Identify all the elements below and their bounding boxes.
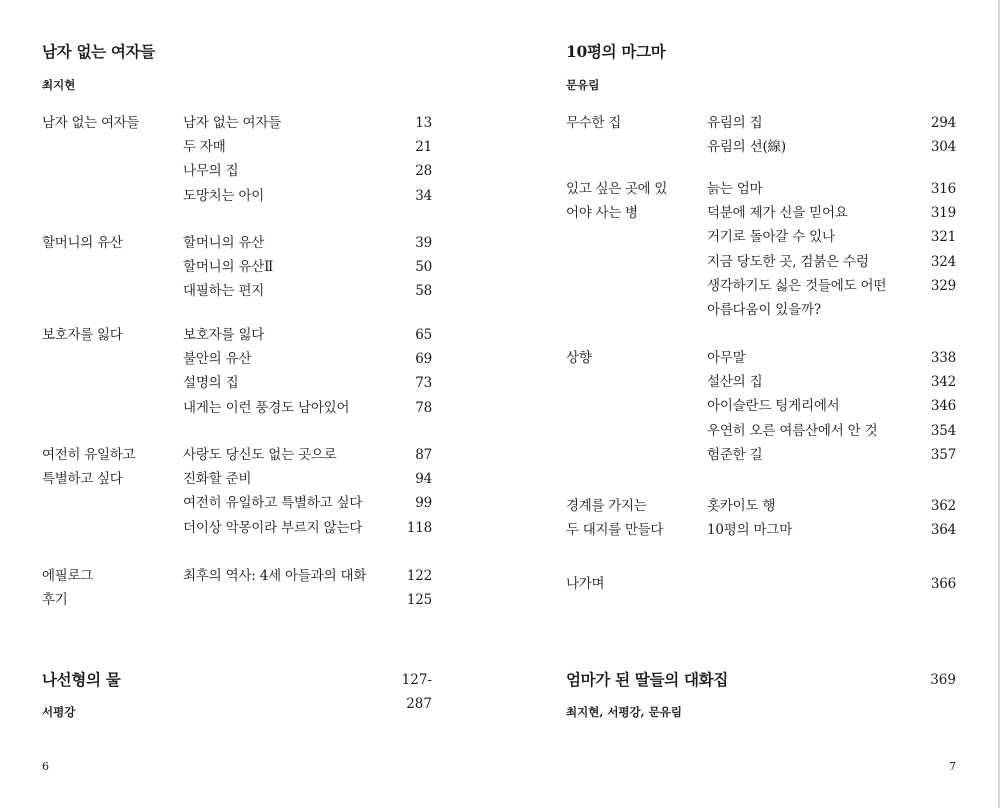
section-label-line: 에필로그 [42,568,93,584]
section-label-line: 남자 없는 여자들 [42,115,140,131]
entry-page: 319 [930,205,956,222]
toc-entry[interactable] [42,491,432,515]
entry-title: 늙는 엄마 [707,181,763,197]
section-label-line: 나가며 [566,576,605,592]
entry-title: 유림의 집 [707,115,763,131]
section-label-line: 두 대지를 만들다 [566,522,664,539]
entry-page: 21 [415,139,432,156]
section-label-line: 경계를 가지는 [566,498,647,514]
toc-entry[interactable] [42,467,432,491]
sub-book-page-line: 287 [406,696,432,712]
sub-book-page-line: 127- [401,672,432,688]
toc-entry[interactable] [42,255,432,279]
entry-title: 홋카이도 행 [707,498,776,514]
entry-title: 10평의 마그마 [707,522,793,539]
entry-title: 아무말 [707,350,746,366]
section-label-line: 보호자를 잃다 [42,327,123,343]
entry-page: 366 [930,576,956,592]
entry-title: 거기로 돌아갈 수 있나 [707,229,835,246]
entry-page: 342 [930,374,956,391]
toc-entry[interactable] [566,274,956,298]
sub-book-page-line: 369 [930,672,956,688]
toc-entry[interactable] [42,323,432,347]
entry-page: 346 [930,398,956,415]
entry-page: 28 [415,163,432,180]
entry-page: 39 [415,235,432,251]
toc-entry[interactable] [566,346,956,370]
toc-entry[interactable] [566,394,956,418]
entry-page: 78 [415,399,432,416]
sub-book-pages [402,668,432,716]
toc-entry[interactable] [566,419,956,443]
toc-entry[interactable] [566,225,956,249]
entry-page: 316 [930,181,956,197]
entry-title: 진화할 준비 [183,471,252,488]
book-title: 10평의 마그마 [566,42,666,61]
entry-title: 할머니의 유산 [183,235,265,251]
toc-section [42,323,432,420]
toc-section [566,111,956,159]
sub-book-authors: 서평강 [42,705,76,719]
entry-title: 설산의 집 [707,374,763,391]
entry-page: 69 [415,351,432,368]
entry-page: 294 [930,115,956,131]
book-author: 문유림 [566,78,600,92]
entry-title: 아름다움이 있을까? [707,301,821,318]
toc-entry[interactable] [566,443,956,467]
toc-entry[interactable] [42,371,432,395]
entry-page: 362 [930,498,956,514]
section-label-line: 후기 [42,592,68,609]
toc-entry[interactable] [566,370,956,394]
book-author: 최지현 [42,78,76,92]
entry-title: 유림의 선(線) [707,139,786,156]
entry-title: 불안의 유산 [183,351,252,368]
toc-entry[interactable] [566,298,956,322]
toc-section [566,346,956,467]
sub-book-title: 엄마가 된 딸들의 대화집 [566,670,729,689]
toc-entry[interactable] [566,177,956,201]
section-label-line: 특별하고 싶다 [42,471,123,488]
entry-page: 338 [930,350,956,366]
entry-title: 여전히 유일하고 특별하고 싶다 [183,495,363,512]
toc-entry[interactable] [42,564,432,588]
entry-page: 125 [406,592,432,609]
toc-section [42,111,432,208]
entry-title: 설명의 집 [183,375,239,392]
entry-title: 보호자를 잃다 [183,327,265,343]
toc-section [566,494,956,542]
toc-entry[interactable] [42,159,432,183]
toc-entry[interactable] [42,396,432,420]
entry-page: 58 [415,283,432,300]
entry-title: 할머니의 유산Ⅱ [183,259,274,276]
entry-page: 304 [930,139,956,156]
entry-page: 34 [415,187,432,204]
toc-section [42,443,432,540]
entry-page: 65 [415,327,432,343]
entry-title: 우연히 오른 여름산에서 안 것 [707,422,878,439]
page-number: 6 [42,760,49,773]
entry-title: 두 자매 [183,139,226,156]
toc-entry[interactable] [42,443,432,467]
entry-page: 99 [415,495,432,512]
entry-page: 13 [415,115,432,131]
entry-title: 사랑도 당신도 없는 곳으로 [183,447,337,463]
section-label-line: 할머니의 유산 [42,235,123,251]
entry-page: 94 [415,471,432,488]
entry-page: 50 [415,259,432,276]
entry-title: 험준한 길 [707,446,763,463]
toc-section [566,177,956,322]
sub-book-title: 나선형의 물 [42,670,121,689]
toc-entry[interactable] [42,135,432,159]
section-label-line: 무수한 집 [566,115,621,131]
entry-page: 324 [930,253,956,270]
entry-page: 364 [930,522,956,539]
entry-title: 대필하는 편지 [183,283,265,300]
entry-page: 354 [930,422,956,439]
toc-entry[interactable] [42,184,432,208]
toc-entry[interactable] [566,135,956,159]
entry-title: 덕분에 제가 신을 믿어요 [707,205,848,222]
entry-page: 73 [415,375,432,392]
book-title: 남자 없는 여자들 [42,42,155,61]
entry-page: 87 [415,447,432,463]
toc-entry[interactable] [42,347,432,371]
left-page [42,0,432,808]
toc-entry[interactable] [566,201,956,225]
entry-title: 생각하기도 싫은 것들에도 어떤 [707,277,887,294]
entry-title: 도망치는 아이 [183,187,265,204]
toc-section [42,231,432,304]
section-label-line: 여전히 유일하고 [42,447,136,463]
entry-title: 내게는 이런 풍경도 남아있어 [183,399,350,416]
toc-entry[interactable] [566,572,956,596]
section-label-line: 어야 사는 병 [566,205,638,222]
toc-entry[interactable] [42,111,432,135]
sub-book-authors: 최지현, 서평강, 문유림 [566,705,682,719]
entry-page: 321 [930,229,956,246]
page-number: 7 [949,760,956,773]
sub-book-pages [930,668,956,692]
entry-title: 아이슬란드 팅게리에서 [707,398,840,415]
entry-title: 지금 당도한 곳, 검붉은 수렁 [707,253,869,270]
section-label-line: 있고 싶은 곳에 있 [566,181,668,197]
toc-entry[interactable] [566,518,956,542]
entry-page: 357 [930,446,956,463]
toc-entry[interactable] [42,231,432,255]
entry-page: 122 [406,568,432,584]
toc-entry[interactable] [42,588,432,612]
entry-page: 118 [406,519,432,536]
toc-entry[interactable] [566,250,956,274]
right-page [566,0,956,808]
toc-section [42,564,432,612]
toc-entry[interactable] [42,279,432,303]
entry-page: 329 [930,277,956,294]
toc-entry[interactable] [566,111,956,135]
toc-entry[interactable] [42,516,432,540]
section-label-line: 상향 [566,350,592,366]
entry-title: 최후의 역사: 4세 아들과의 대화 [183,568,367,584]
toc-entry[interactable] [566,494,956,518]
entry-title: 더이상 악몽이라 부르지 않는다 [183,519,363,536]
toc-section [566,572,956,596]
entry-title: 남자 없는 여자들 [183,115,282,131]
entry-title: 나무의 집 [183,163,239,180]
